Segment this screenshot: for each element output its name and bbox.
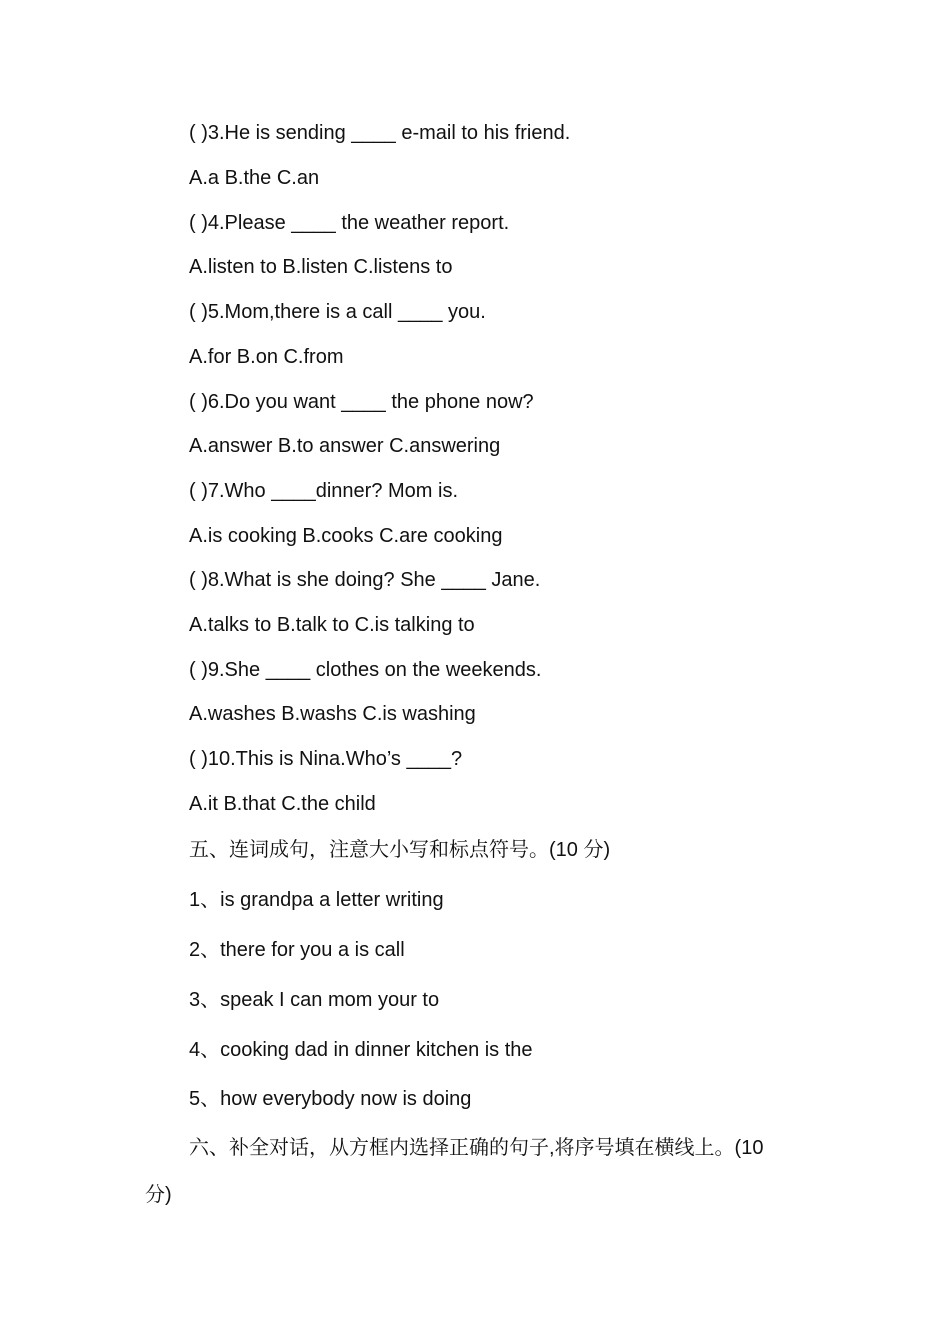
question-9-stem: ( )9.She ____ clothes on the weekends. [189, 659, 542, 681]
question-6-stem: ( )6.Do you want ____ the phone now? [189, 391, 534, 413]
section-5-item-3: 3、speak I can mom your to [189, 989, 440, 1011]
section-5-heading: 五、连词成句，注意大小写和标点符号。(10 分) [189, 839, 611, 861]
question-3-options: A.a B.the C.an [189, 167, 320, 189]
question-5-stem: ( )5.Mom,there is a call ____ you. [189, 301, 486, 323]
question-9-options: A.washes B.washs C.is washing [189, 703, 476, 725]
section-5-item-1: 1、is grandpa a letter writing [189, 889, 444, 911]
section-6-heading-continued: 分) [145, 1184, 172, 1206]
question-4-stem: ( )4.Please ____ the weather report. [189, 212, 510, 234]
question-10-options: A.it B.that C.the child [189, 793, 376, 815]
question-8-stem: ( )8.What is she doing? She ____ Jane. [189, 569, 541, 591]
question-3-stem: ( )3.He is sending ____ e-mail to his friend. [189, 122, 571, 144]
question-10-stem: ( )10.This is Nina.Who’s ____? [189, 748, 463, 770]
question-4-options: A.listen to B.listen C.listens to [189, 256, 453, 278]
question-6-options: A.answer B.to answer C.answering [189, 435, 501, 457]
section-5-item-4: 4、cooking dad in dinner kitchen is the [189, 1039, 533, 1061]
section-5-item-2: 2、there for you a is call [189, 939, 405, 961]
question-5-options: A.for B.on C.from [189, 346, 344, 368]
question-7-stem: ( )7.Who ____dinner? Mom is. [189, 480, 459, 502]
question-7-options: A.is cooking B.cooks C.are cooking [189, 525, 503, 547]
section-6-heading: 六、补全对话，从方框内选择正确的句子,将序号填在横线上。(10 [189, 1137, 764, 1159]
question-8-options: A.talks to B.talk to C.is talking to [189, 614, 475, 636]
section-5-item-5: 5、how everybody now is doing [189, 1088, 472, 1110]
